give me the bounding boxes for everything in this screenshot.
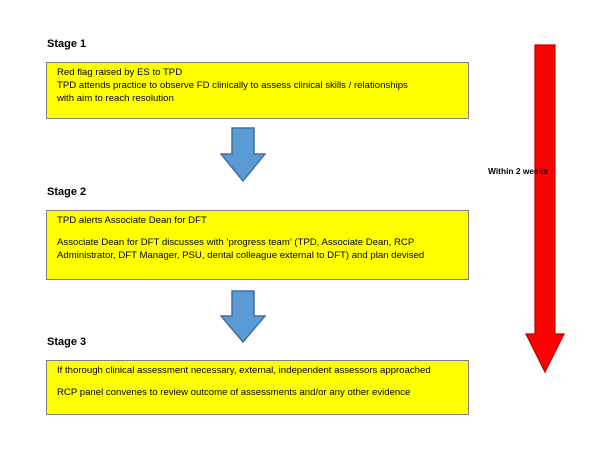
stage-3-heading: Stage 3 [47, 336, 87, 348]
stage-1-line-2: TPD attends practice to observe FD clinically to assess clinical skills / relationships [57, 80, 408, 91]
timeline-arrow-down-icon [525, 44, 565, 374]
stage-2-line-2: Associate Dean for DFT discusses with ‘progress team’ (TPD, Associate Dean, RCP [57, 237, 415, 248]
stage-2-line-1: TPD alerts Associate Dean for DFT [57, 215, 207, 226]
stage-1-line-3: with aim to reach resolution [57, 93, 174, 104]
stage-2-box [46, 210, 469, 280]
stage-2-heading: Stage 2 [47, 186, 87, 198]
stage-3-box [46, 360, 469, 415]
timeline-label: Within 2 weeks [488, 166, 548, 176]
stage-3-line-1: If thorough clinical assessment necessary, external, independent assessors approached [57, 365, 431, 376]
stage-1-heading: Stage 1 [47, 38, 87, 50]
stage-1-line-1: Red flag raised by ES to TPD [57, 67, 183, 78]
stage-2-line-3: Administrator, DFT Manager, PSU, dental colleague external to DFT) and plan devised [57, 250, 425, 261]
stage-1-box [46, 62, 469, 119]
stage-3-line-2: RCP panel convenes to review outcome of assessments and/or any other evidence [57, 387, 411, 398]
flow-arrow-down-icon [220, 127, 266, 182]
flow-arrow-down-icon [220, 290, 266, 343]
